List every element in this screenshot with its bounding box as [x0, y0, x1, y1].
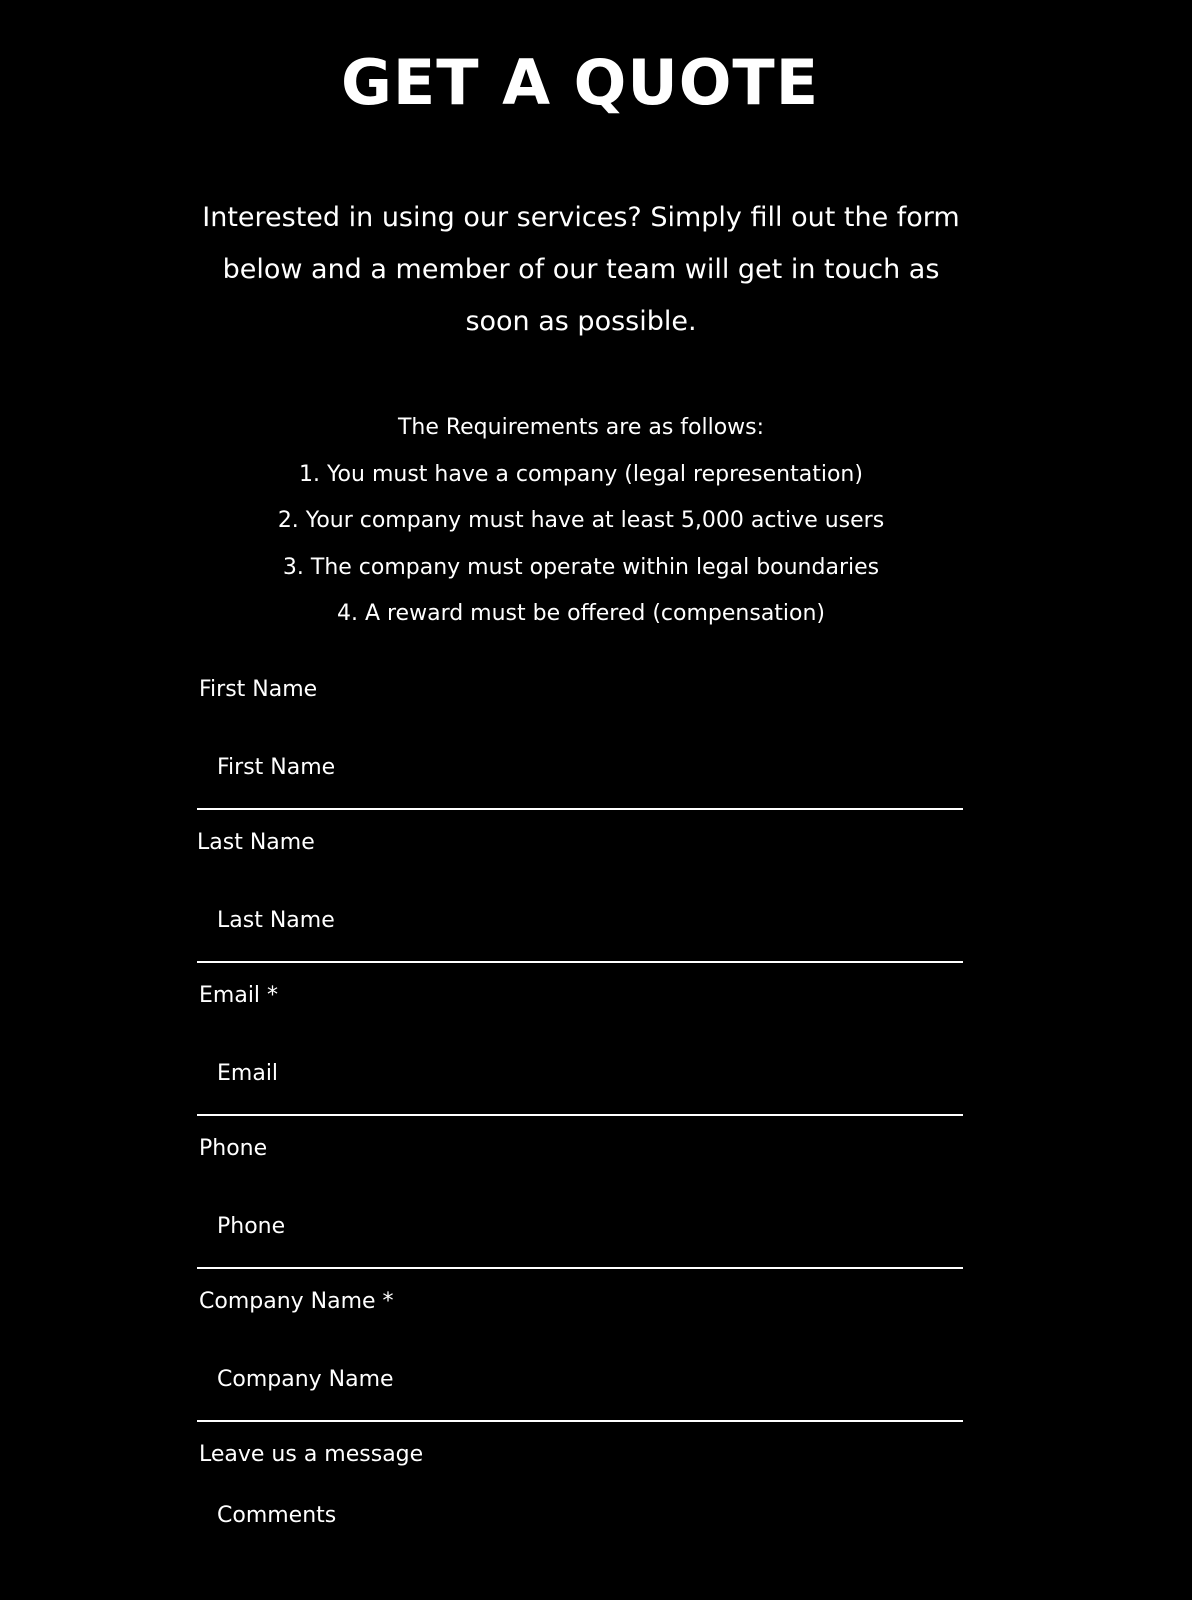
- phone-input[interactable]: [197, 1185, 963, 1269]
- requirement-item: 1. You must have a company (legal representation): [299, 461, 863, 487]
- company-name-input[interactable]: [197, 1338, 963, 1422]
- company-name-label: Company Name *: [199, 1289, 394, 1314]
- phone-label: Phone: [199, 1136, 268, 1161]
- requirement-item: 3. The company must operate within legal boundaries: [282, 554, 880, 580]
- intro-text: Interested in using our services? Simply fill out the form below and a member of our team will get in touch as soon as possible.: [202, 202, 960, 337]
- email-label: Email *: [199, 983, 279, 1008]
- last-name-label: Last Name: [197, 830, 315, 855]
- message-field: [197, 1425, 963, 1555]
- requirements-heading: The Requirements are as follows:: [397, 415, 765, 440]
- requirement-item: 4. A reward must be offered (compensation): [336, 601, 826, 626]
- quote-form: [197, 660, 963, 1555]
- first-name-field: [197, 660, 963, 813]
- last-name-field: [197, 813, 963, 966]
- message-label: Leave us a message: [199, 1442, 424, 1467]
- page-title: GET A QUOTE: [340, 46, 820, 119]
- email-field: [197, 966, 963, 1119]
- company-name-field: [197, 1272, 963, 1425]
- requirement-item: 2. Your company must have at least 5,000 active users: [277, 508, 885, 533]
- first-name-label: First Name: [199, 677, 318, 702]
- first-name-input[interactable]: [197, 726, 963, 810]
- requirements-list: [196, 405, 966, 638]
- message-textarea[interactable]: [197, 1487, 963, 1555]
- email-input[interactable]: [197, 1032, 963, 1116]
- last-name-input[interactable]: [197, 879, 963, 963]
- phone-field: [197, 1119, 963, 1272]
